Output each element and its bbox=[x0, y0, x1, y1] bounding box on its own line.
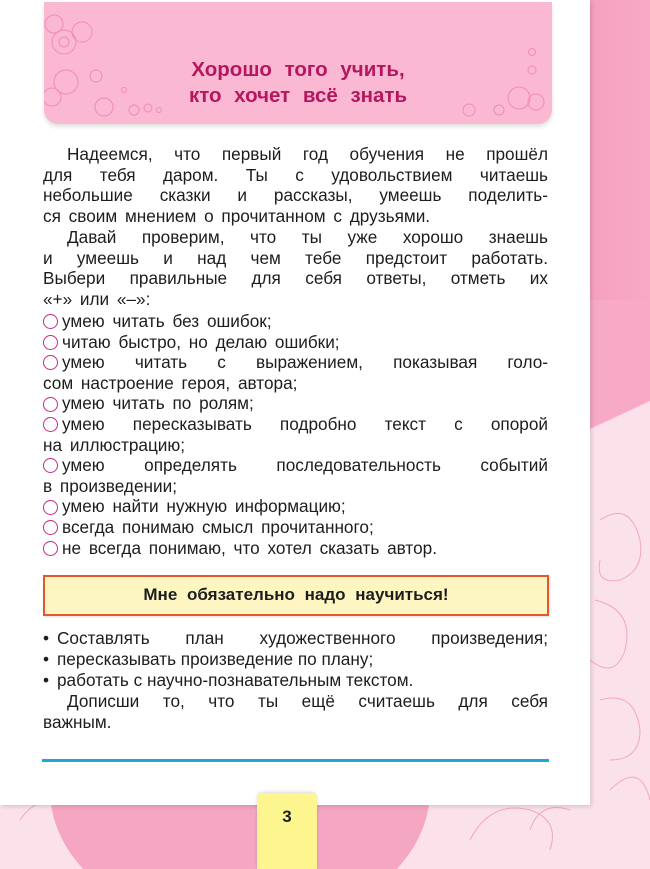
goal-item: • Составлять план художественного произведения; bbox=[43, 628, 548, 648]
text-line: Давай проверим, что ты уже хорошо знаешь bbox=[67, 227, 548, 247]
page-number-tab bbox=[257, 793, 317, 869]
page-title-line2: кто хочет всё знать bbox=[188, 84, 408, 107]
checklist-item[interactable]: умею читать без ошибок; bbox=[43, 311, 548, 332]
text-line: Надеемся, что первый год обучения не прошёл bbox=[67, 144, 548, 164]
text-line: для тебя даром. Ты с удовольствием читаешь bbox=[43, 164, 548, 185]
text-line: и умеешь и над чем тебе предстоит работать. bbox=[43, 247, 548, 268]
bullet-icon: • bbox=[43, 649, 50, 669]
intro-paragraph-1 bbox=[43, 144, 548, 226]
bullet-icon: • bbox=[43, 670, 50, 690]
closing-line: Дописши то, что ты ещё считаешь для себя bbox=[67, 691, 548, 711]
checklist-item[interactable]: всегда понимаю смысл прочитанного; bbox=[43, 517, 548, 538]
circle-checkbox-icon[interactable] bbox=[43, 520, 58, 535]
checklist-item[interactable]: умею читать с выражением, показывая голо- bbox=[43, 352, 548, 373]
circle-checkbox-icon[interactable] bbox=[43, 417, 58, 432]
header-banner bbox=[44, 2, 552, 124]
bullet-icon: • bbox=[43, 628, 50, 648]
page-title bbox=[44, 57, 552, 109]
page-title-line1: Хорошо того учить, bbox=[191, 58, 405, 81]
text-line: небольшие сказки и рассказы, умеешь поделить- bbox=[43, 185, 548, 206]
text-line: «+» или «–»: bbox=[43, 288, 151, 309]
checklist-item[interactable]: умею найти нужную информацию; bbox=[43, 496, 548, 517]
circle-checkbox-icon[interactable] bbox=[43, 397, 58, 412]
checklist-item[interactable]: читаю быстро, но делаю ошибки; bbox=[43, 332, 548, 353]
checklist-item-continuation: сом настроение героя, автора; bbox=[43, 372, 298, 393]
notice-box bbox=[43, 575, 549, 616]
circle-checkbox-icon[interactable] bbox=[43, 500, 58, 515]
goal-item: • работать с научно-познавательным текстом. bbox=[43, 670, 414, 690]
page-number: 3 bbox=[282, 807, 292, 826]
circle-checkbox-icon[interactable] bbox=[43, 355, 58, 370]
checklist-item-continuation: на иллюстрацию; bbox=[43, 434, 186, 455]
checklist-item[interactable]: не всегда понимаю, что хотел сказать автор. bbox=[43, 538, 548, 559]
self-assessment-checklist bbox=[43, 311, 548, 558]
goal-item: • пересказывать произведение по плану; bbox=[43, 649, 374, 669]
circle-checkbox-icon[interactable] bbox=[43, 335, 58, 350]
intro-paragraph-2 bbox=[43, 227, 548, 309]
circle-checkbox-icon[interactable] bbox=[43, 314, 58, 329]
closing-line: важным. bbox=[43, 712, 112, 732]
checklist-item[interactable]: умею пересказывать подробно текст с опорой bbox=[43, 414, 548, 435]
circle-checkbox-icon[interactable] bbox=[43, 541, 58, 556]
goals-list bbox=[43, 628, 548, 733]
text-line: ся своим мнением о прочитанном с друзьями. bbox=[43, 205, 431, 226]
checklist-item-continuation: в произведении; bbox=[43, 475, 177, 496]
text-line: Выбери правильные для себя ответы, отметь их bbox=[43, 268, 548, 289]
answer-write-line[interactable] bbox=[42, 759, 549, 762]
checklist-item[interactable]: умею определять последовательность событий bbox=[43, 455, 548, 476]
notice-text: Мне обязательно надо научиться! bbox=[143, 585, 449, 604]
circle-checkbox-icon[interactable] bbox=[43, 458, 58, 473]
checklist-item[interactable]: умею читать по ролям; bbox=[43, 393, 548, 414]
